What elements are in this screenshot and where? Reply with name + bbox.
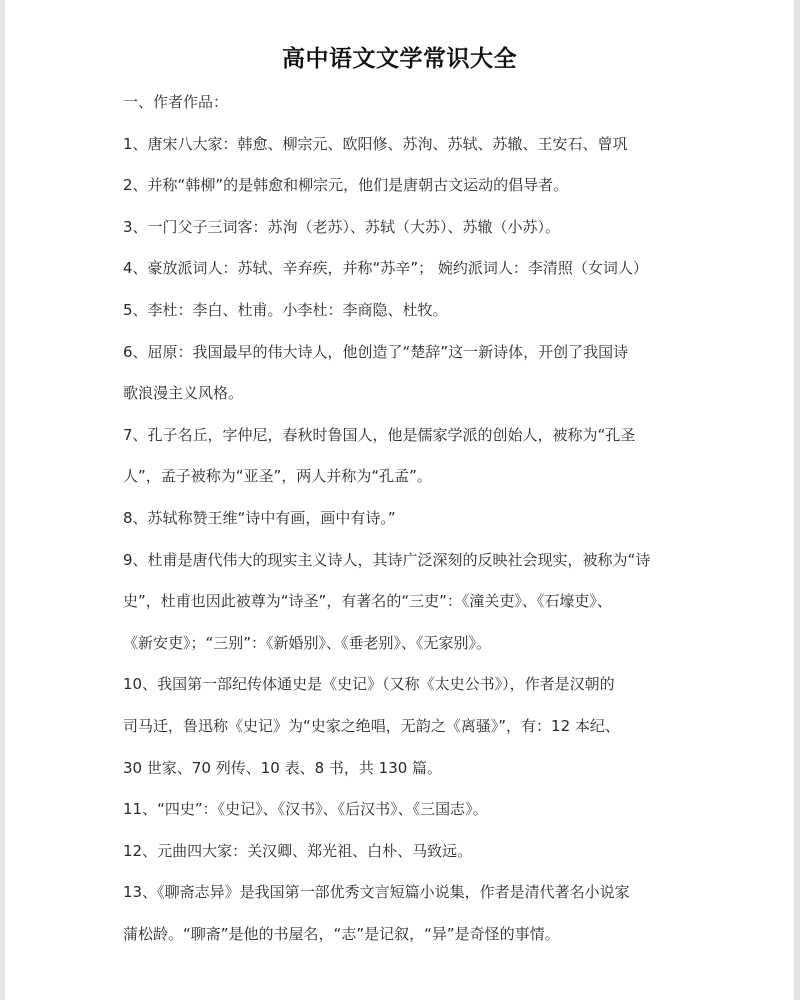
text-line: 11、“四史”：《史记》、《汉书》、《后汉书》、《三国志》。 — [123, 800, 488, 819]
text-line: 6、屈原：我国最早的伟大诗人，他创造了“楚辞”这一新诗体，开创了我国诗 — [123, 342, 629, 361]
text-line: 10、我国第一部纪传体通史是《史记》（又称《太史公书》），作者是汉朝的 — [123, 675, 615, 694]
text-line: 《新安吏》；“三别”：《新婚别》、《垂老别》、《无家别》。 — [123, 633, 492, 652]
text-line: 歌浪漫主义风格。 — [123, 384, 244, 403]
document-body — [123, 82, 693, 955]
text-line: 4、豪放派词人：苏轼、辛弃疾，并称“苏辛”； 婉约派词人：李清照（女词人） — [123, 259, 648, 278]
section-heading: 一、作者作品： — [123, 93, 229, 111]
document-title: 高中语文文学常识大全 — [282, 46, 517, 72]
text-line: 3、一门父子三词客：苏洵（老苏）、苏轼（大苏）、苏辙（小苏）。 — [123, 217, 561, 236]
text-line: 2、并称“韩柳”的是韩愈和柳宗元，他们是唐朝古文运动的倡导者。 — [123, 176, 569, 195]
text-line: 8、苏轼称赞王维“诗中有画，画中有诗。” — [123, 508, 396, 527]
text-line: 9、杜甫是唐代伟大的现实主义诗人，其诗广泛深刻的反映社会现实，被称为“诗 — [123, 550, 651, 569]
text-line: 1、唐宋八大家：韩愈、柳宗元、欧阳修、苏洵、苏轼、苏辙、王安石、曾巩 — [123, 134, 628, 153]
text-line: 30 世家、70 列传、10 表、8 书，共 130 篇。 — [123, 758, 443, 777]
text-line: 人”，孟子被称为“亚圣”，两人并称为“孔孟”。 — [123, 467, 432, 486]
text-line: 司马迁，鲁迅称《史记》为“史家之绝唱，无韵之《离骚》”，有：12 本纪、 — [123, 716, 620, 735]
text-line: 史”，杜甫也因此被尊为“诗圣”，有著名的“三吏”：《潼关吏》、《石壕吏》、 — [123, 592, 612, 611]
text-line: 7、孔子名丘，字仲尼，春秋时鲁国人，他是儒家学派的创始人，被称为“孔圣 — [123, 425, 636, 444]
text-line: 12、元曲四大家：关汉卿、郑光祖、白朴、马致远。 — [123, 841, 473, 860]
text-line: 5、李杜：李白、杜甫。小李杜：李商隐、杜牧。 — [123, 300, 448, 319]
text-line: 13、《聊斋志异》是我国第一部优秀文言短篇小说集，作者是清代著名小说家 — [123, 883, 630, 902]
text-line: 蒲松龄。“聊斋”是他的书屋名，“志”是记叙，“异”是奇怪的事情。 — [123, 924, 560, 943]
document-page — [5, 0, 794, 1000]
